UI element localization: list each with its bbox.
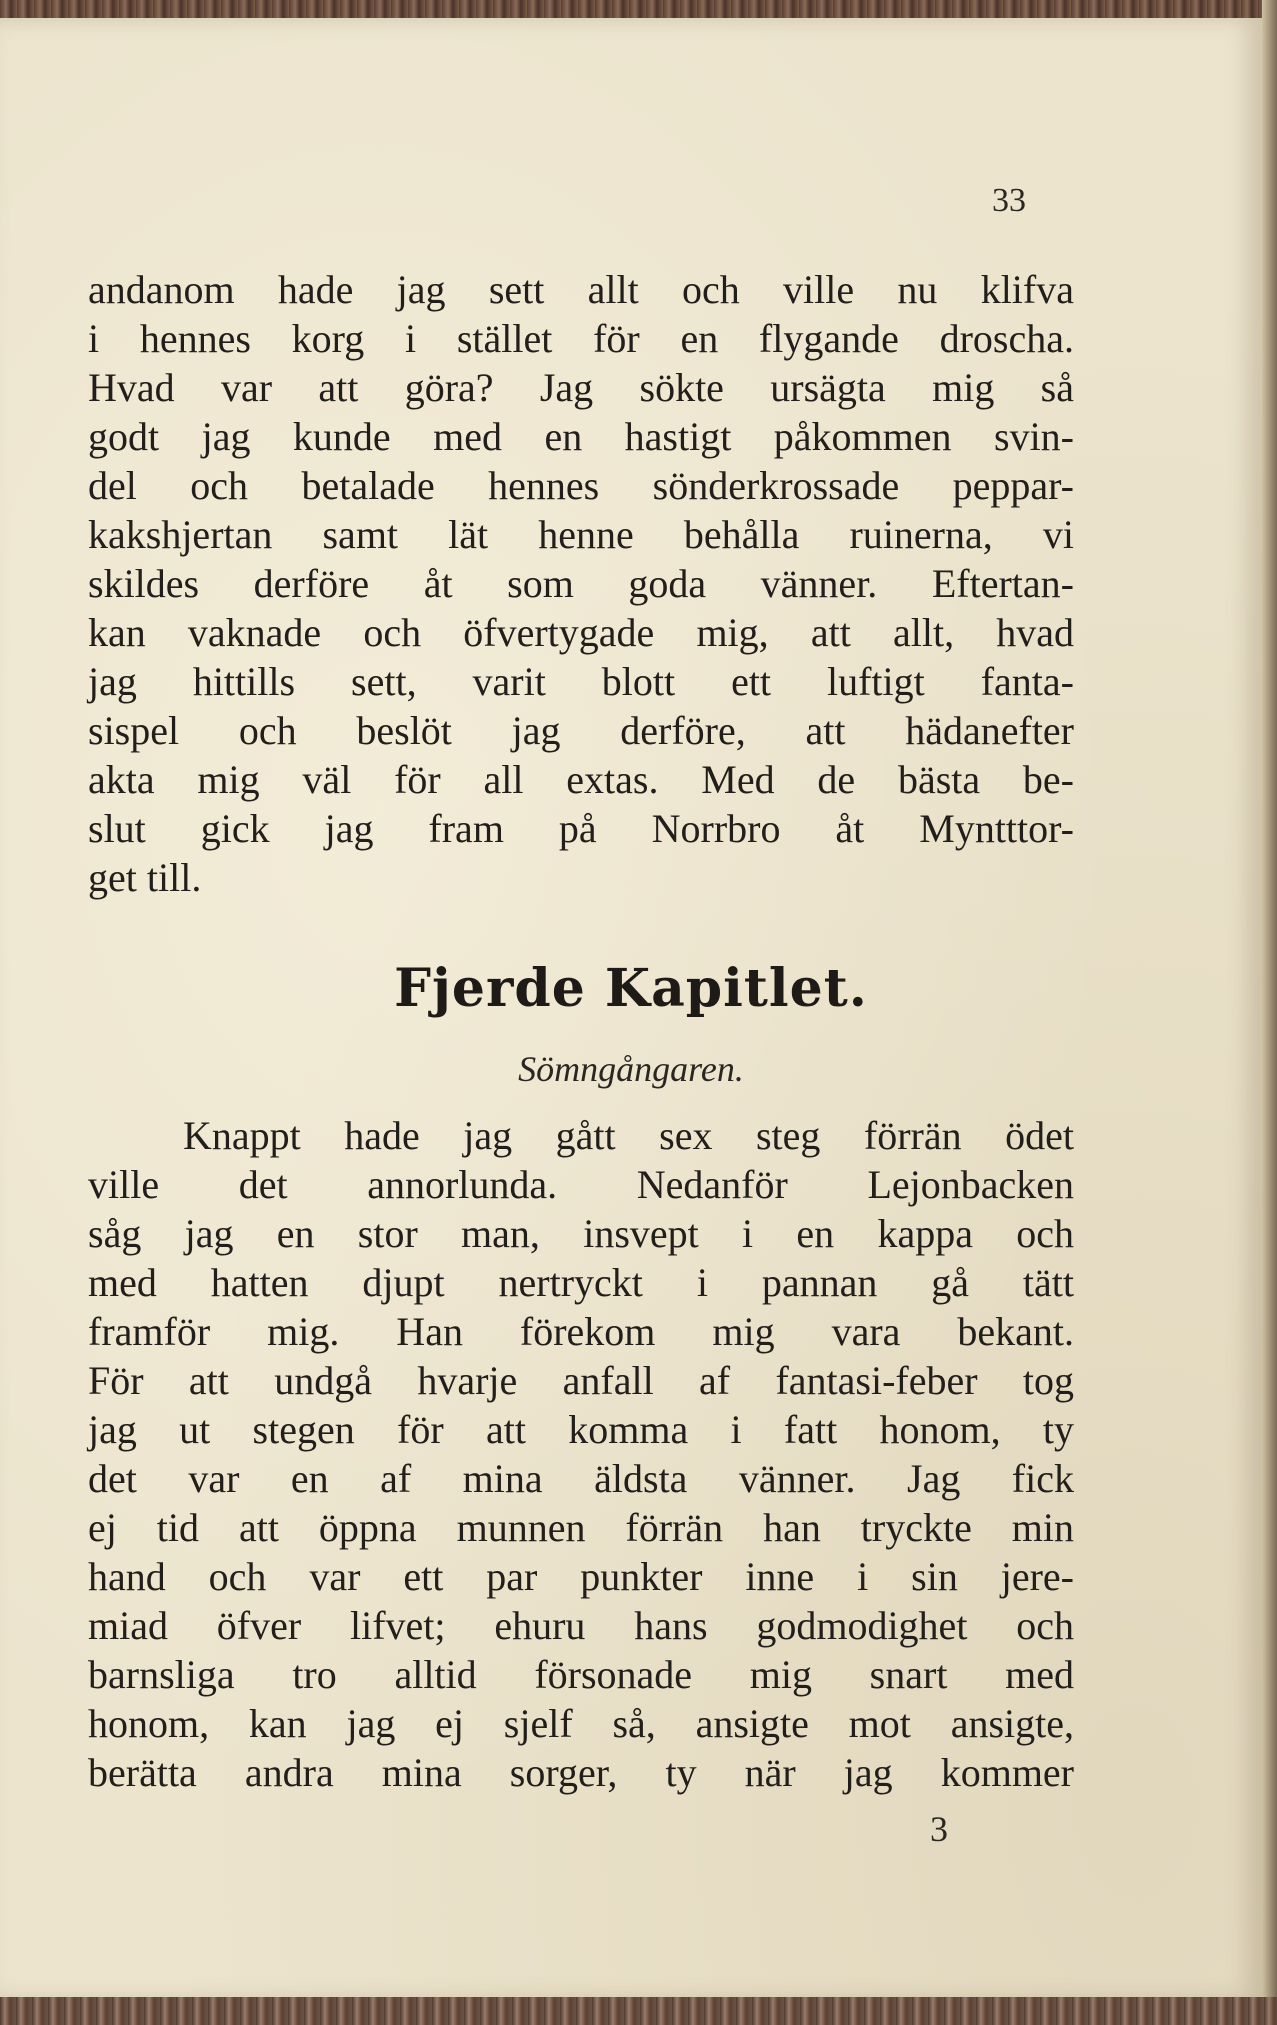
paragraph-2 [88,1111,1074,1797]
text-line: get till. [88,855,202,900]
text-line: hand och var ett par punkter inne i sin jere- [88,1554,1074,1599]
page-number: 33 [992,182,1026,219]
text-line: med hatten djupt nertryckt i pannan gå tätt [88,1260,1074,1305]
paragraph-1 [88,265,1074,902]
text-line: del och betalade hennes sönderkrossade peppar- [88,463,1074,508]
text-line: godt jag kunde med en hastigt påkommen svin- [88,414,1074,459]
text-line: skildes derföre åt som goda vänner. Eftertan- [88,561,1074,606]
text-line: ville det annorlunda. Nedanför Lejonbacken [88,1162,1074,1207]
text-line: såg jag en stor man, insvept i en kappa och [88,1211,1074,1256]
text-line: framför mig. Han förekom mig vara bekant. [88,1309,1074,1354]
text-line: Hvad var att göra? Jag sökte ursägta mig så [88,365,1074,410]
text-line: det var en af mina äldsta vänner. Jag fick [88,1456,1074,1501]
text-line: jag hittills sett, varit blott ett luftigt fanta- [88,659,1074,704]
chapter-subtitle: Sömngångaren. [518,1049,744,1089]
text-line: andanom hade jag sett allt och ville nu klifva [88,267,1074,312]
text-line: kakshjertan samt lät henne behålla ruinerna, vi [88,512,1074,557]
text-line: sispel och beslöt jag derföre, att hädanefter [88,708,1074,753]
text-line: berätta andra mina sorger, ty när jag kommer [88,1750,1074,1795]
text-line: jag ut stegen för att komma i fatt honom, ty [88,1407,1074,1452]
text-line: Knappt hade jag gått sex steg förrän ödet [183,1113,1074,1158]
book-bottom-edge [0,1997,1277,2025]
signature-mark: 3 [930,1809,948,1849]
text-line: kan vaknade och öfvertygade mig, att allt, hvad [88,610,1074,655]
book-page [0,18,1262,2000]
text-line: ej tid att öppna munnen förrän han tryckte min [88,1505,1074,1550]
text-line: akta mig väl för all extas. Med de bästa be- [88,757,1074,802]
book-right-edge [1262,0,1277,2025]
text-line: För att undgå hvarje anfall af fantasi-feber tog [88,1358,1074,1403]
text-line: i hennes korg i stället för en flygande droscha. [88,316,1074,361]
text-line: honom, kan jag ej sjelf så, ansigte mot ansigte, [88,1701,1074,1746]
text-line: miad öfver lifvet; ehuru hans godmodighet och [88,1603,1074,1648]
chapter-title: Fjerde Kapitlet. [394,958,868,1019]
text-line: barnsliga tro alltid försonade mig snart med [88,1652,1074,1697]
text-line: slut gick jag fram på Norrbro åt Myntttor- [88,806,1074,851]
